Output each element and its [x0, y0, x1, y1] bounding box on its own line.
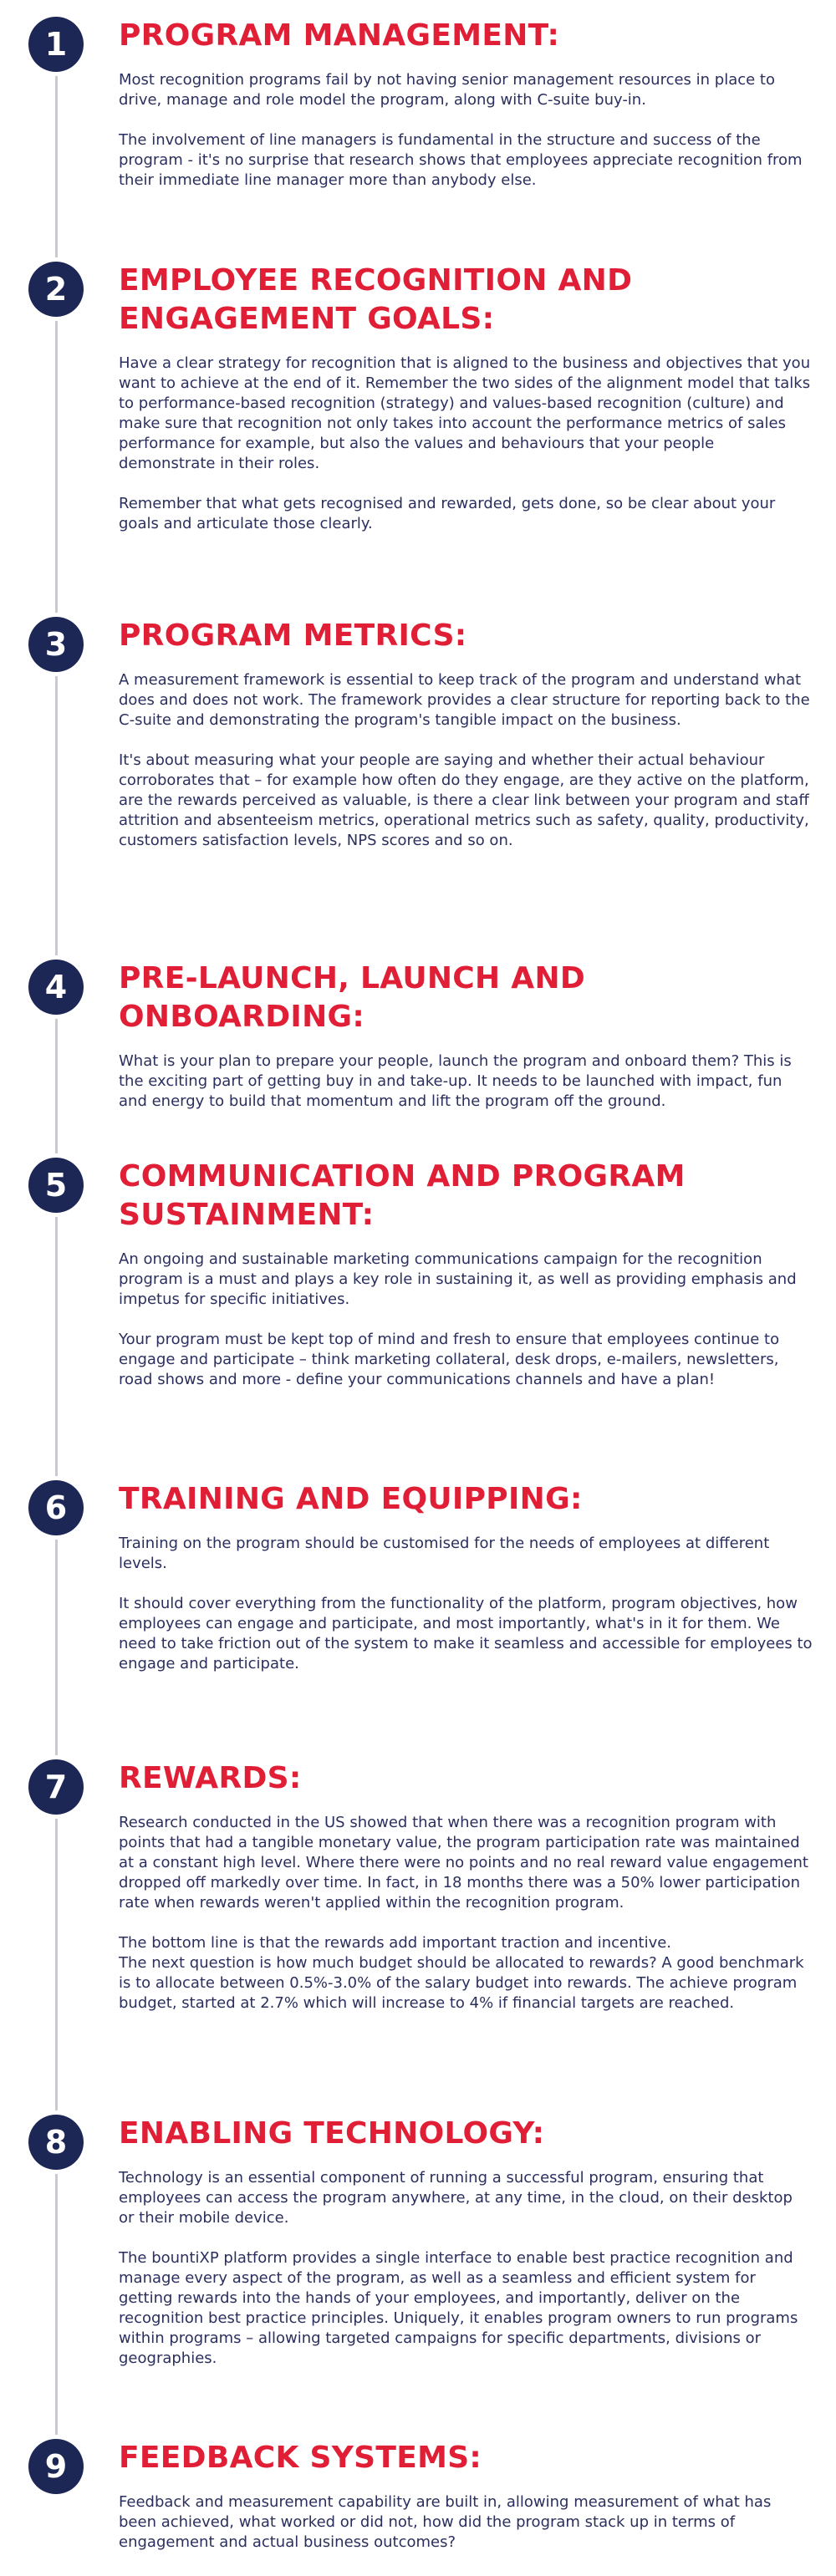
section-heading: EMPLOYEE RECOGNITION AND ENGAGEMENT GOALS: — [119, 263, 633, 336]
section-paragraph: Feedback and measurement capability are built in, allowing measurement of what has been achieved, what worked or did not, how did the program stack up in terms of engagement and actual business outcomes? — [119, 2493, 772, 2551]
step-number-badge: 4 — [28, 960, 84, 1015]
section-heading: ENABLING TECHNOLOGY: — [119, 2116, 545, 2151]
section-paragraph: Your program must be kept top of mind and fresh to ensure that employees continue to engage and participate – think marketing collateral, desk drops, e-mailers, newsletters, road shows and more - define your communications channels and have a plan! — [119, 1331, 780, 1388]
section-paragraph: It's about measuring what your people are saying and whether their actual behaviour corroborates that – for example how often do they engage, are they active on the platform, are the rewards perceived as valuable, is there a clear link between your program and staff attrition and absenteeism metrics, operational metrics such as safety, quality, productivity, customers satisfaction levels, NPS scores and so on. — [119, 751, 809, 849]
step-number-badge: 5 — [28, 1158, 84, 1213]
step-number-badge: 8 — [28, 2115, 84, 2170]
section-paragraph: The bountiXP platform provides a single interface to enable best practice recognition and manage every aspect of the program, as well as a seamless and efficient system for getting rewards into the hands of your employees, and importantly, deliver on the recognition best practice principles. Uniquely, it enables program owners to run programs within programs – allowing targeted campaigns for specific departments, divisions or geographies. — [119, 2249, 798, 2367]
section-heading: FEEDBACK SYSTEMS: — [119, 2441, 482, 2475]
section-paragraph: A measurement framework is essential to keep track of the program and understand what does and does not work. The framework provides a clear structure for reporting back to the C-suite and demonstrating the program's tangible impact on the business. — [119, 671, 810, 729]
step-number-badge: 7 — [28, 1759, 84, 1815]
section-heading: PRE-LAUNCH, LAUNCH AND ONBOARDING: — [119, 961, 586, 1034]
section-heading: REWARDS: — [119, 1761, 302, 1795]
section-paragraph: Remember that what gets recognised and rewarded, gets done, so be clear about your goals and articulate those clearly. — [119, 495, 776, 532]
section-paragraph: The bottom line is that the rewards add important traction and incentive. The next question is how much budget should be allocated to rewards? A good benchmark is to allocate between 0.5%-3.0% of the salary budget into rewards. The achieve program budget, started at 2.7% which will increase to 4% if financial targets are reached. — [119, 1934, 804, 2012]
section-paragraph: Have a clear strategy for recognition that is aligned to the business and objectives that you want to achieve at the end of it. Remember the two sides of the alignment model that talks to performance-based recognition (strategy) and values-based recognition (culture) and make sure that recognition not only takes into account the performance metrics of sales performance for example, but also the values and behaviours that your people demonstrate in their roles. — [119, 354, 811, 472]
section-heading: COMMUNICATION AND PROGRAM SUSTAINMENT: — [119, 1159, 686, 1232]
step-number-badge: 3 — [28, 617, 84, 672]
section-paragraph: It should cover everything from the functionality of the platform, program objectives, how employees can engage and participate, and most importantly, what's in it for them. We need to take friction out of the system to make it seamless and accessible for employees to engage and participate. — [119, 1595, 813, 1672]
step-number-badge: 2 — [28, 262, 84, 317]
section-paragraph: Training on the program should be customised for the needs of employees at different levels. — [119, 1535, 770, 1572]
step-number-badge: 9 — [28, 2439, 84, 2494]
section-paragraph: Research conducted in the US showed that when there was a recognition program with points that had a tangible monetary value, the program participation rate was maintained at a constant high level. Where there were no points and no real reward value engagement dropped off markedly over time. In fact, in 18 months there was a 50% lower participation rate when rewards weren't applied within the recognition program. — [119, 1814, 808, 1912]
section-heading: PROGRAM METRICS: — [119, 619, 467, 653]
section-paragraph: Technology is an essential component of running a successful program, ensuring that employees can access the program anywhere, at any time, in the cloud, on their desktop or their mobile device. — [119, 2169, 793, 2227]
section-paragraph: The involvement of line managers is fundamental in the structure and success of the program - it's no surprise that research shows that employees appreciate recognition from their immediate line manager more than anybody else. — [119, 131, 803, 189]
section-paragraph: An ongoing and sustainable marketing communications campaign for the recognition program is a must and plays a key role in sustaining it, as well as providing emphasis and impetus for specific initiatives. — [119, 1250, 797, 1308]
section-paragraph: What is your plan to prepare your people, launch the program and onboard them? This is the exciting part of getting buy in and take-up. It needs to be launched with impact, fun and energy to build that momentum and lift the program off the ground. — [119, 1052, 792, 1110]
section-heading: PROGRAM MANAGEMENT: — [119, 18, 560, 53]
section-paragraph: Most recognition programs fail by not having senior management resources in place to drive, manage and role model the program, along with C-suite buy-in. — [119, 71, 775, 109]
step-number-badge: 1 — [28, 17, 84, 72]
step-number-badge: 6 — [28, 1480, 84, 1535]
section-heading: TRAINING AND EQUIPPING: — [119, 1482, 583, 1516]
